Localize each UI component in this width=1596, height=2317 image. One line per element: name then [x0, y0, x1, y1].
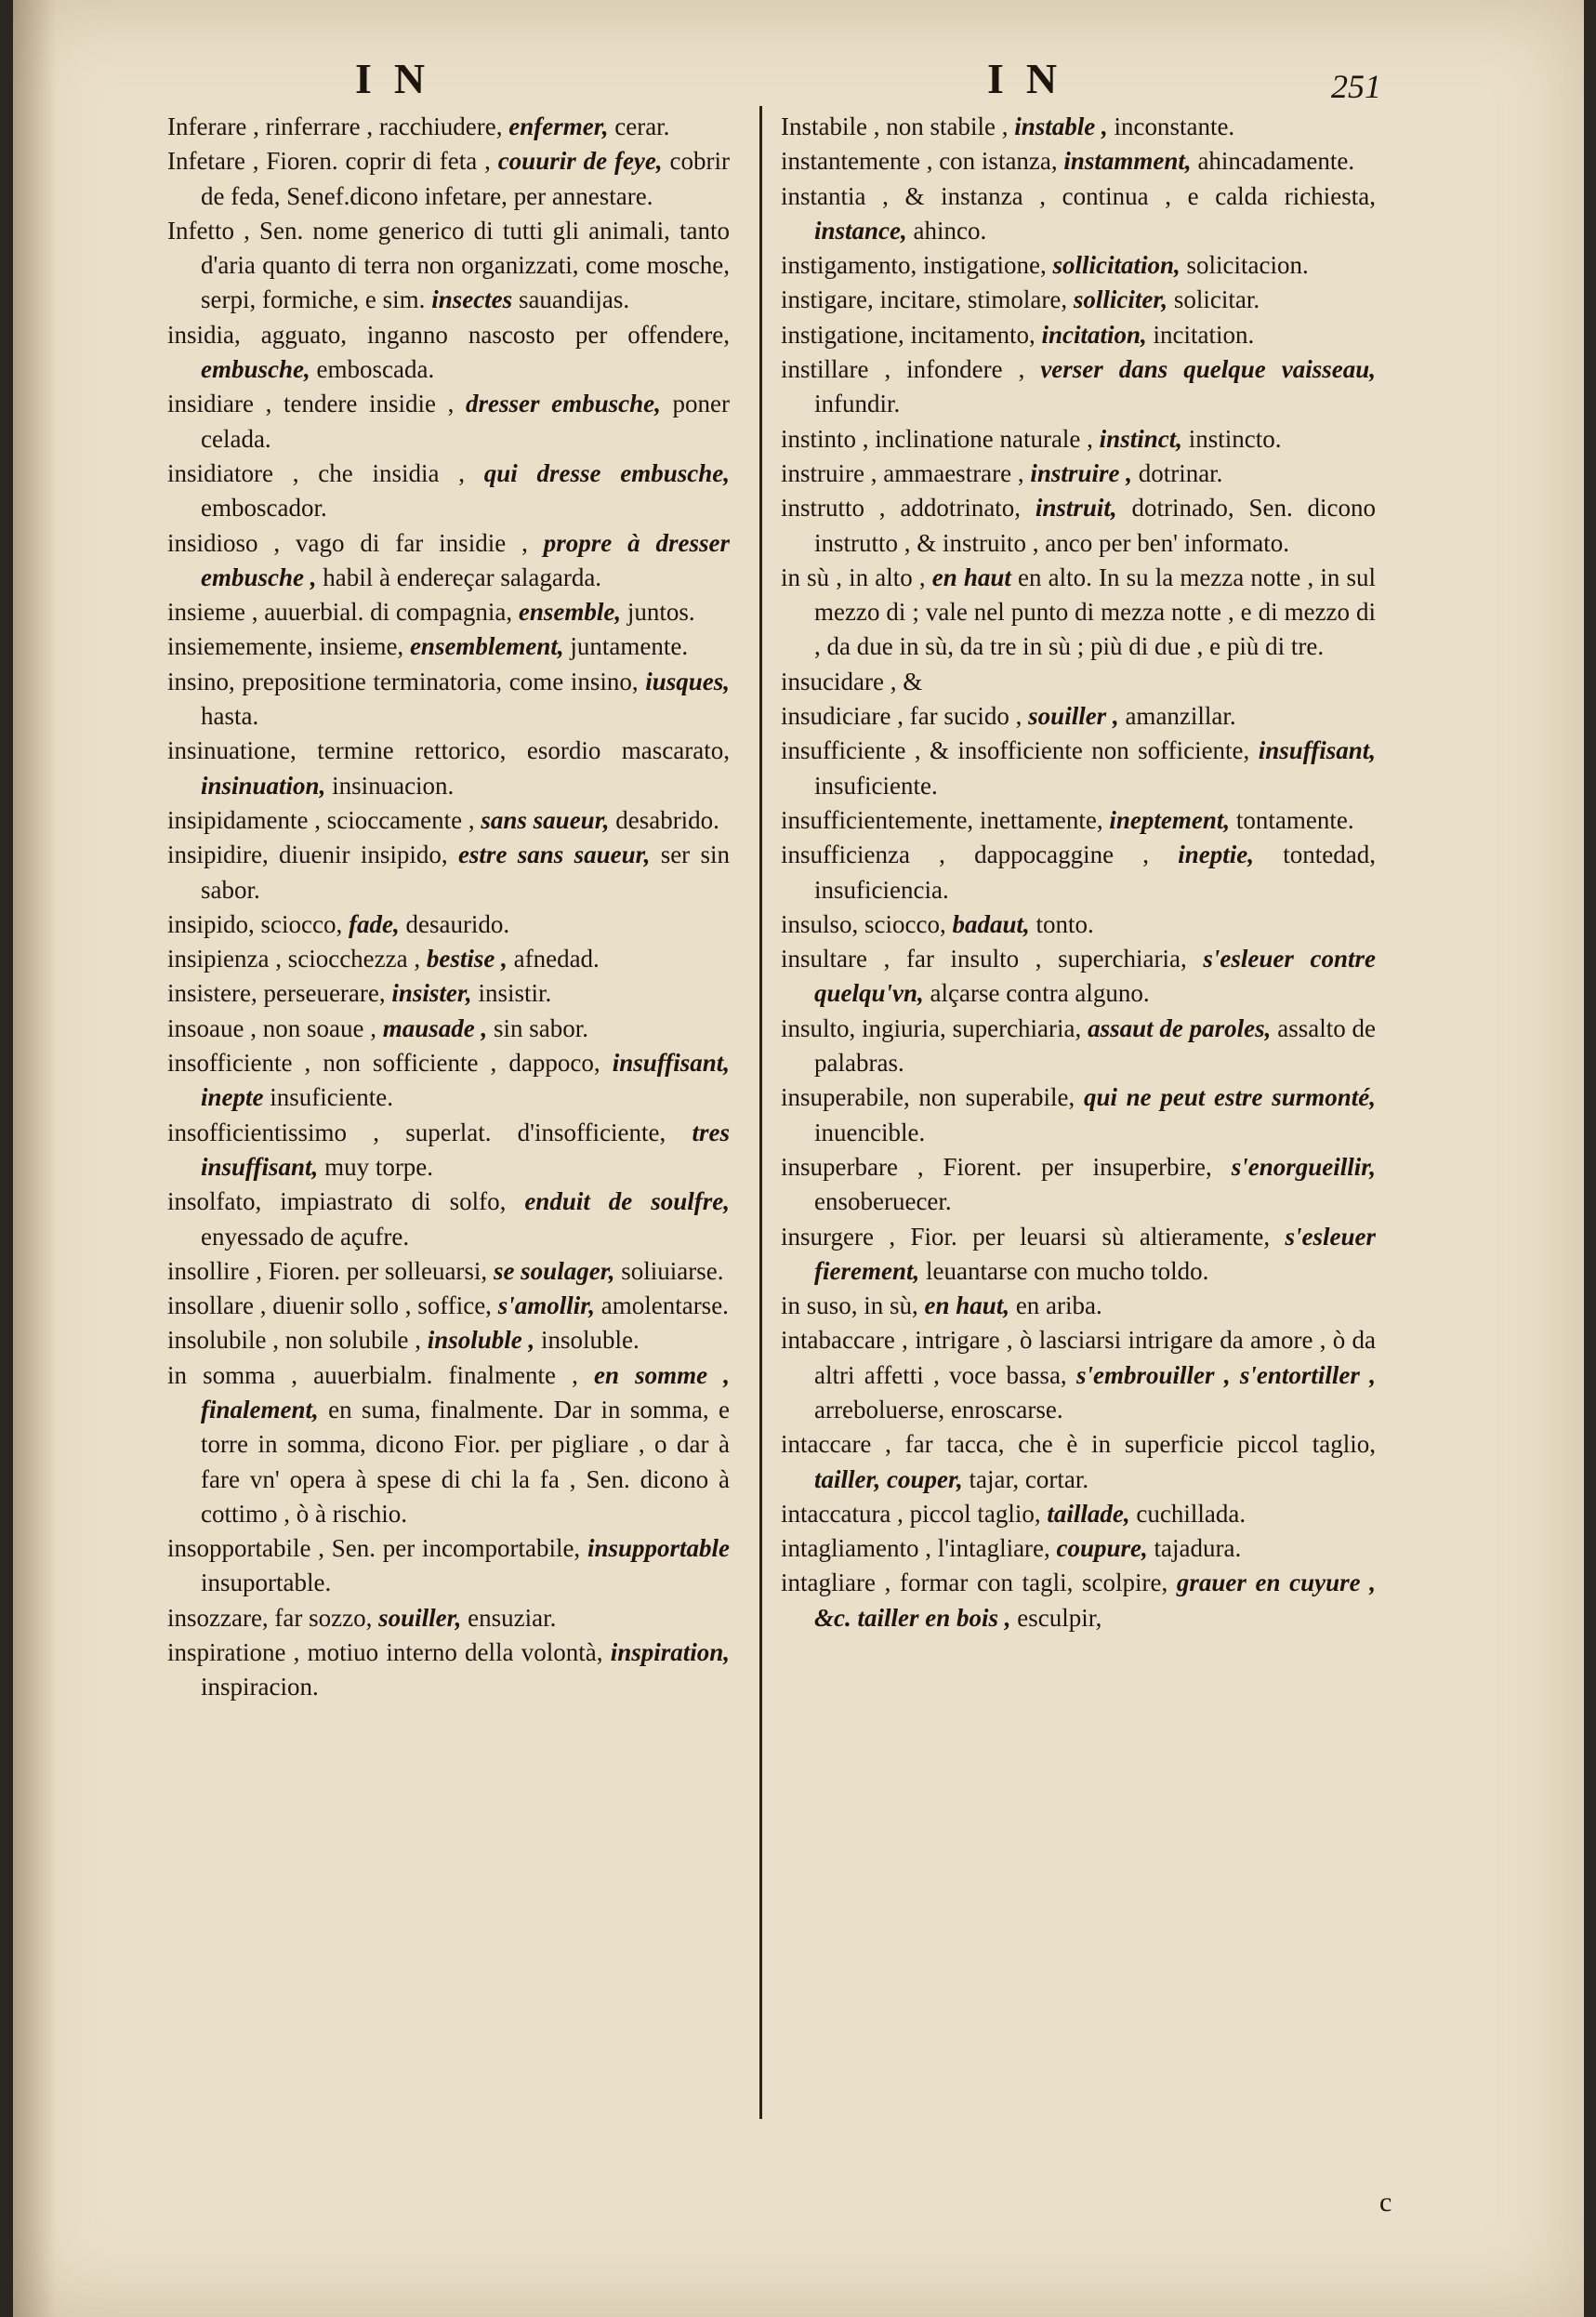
entry-italian: insipienza , sciocchezza ,	[167, 945, 427, 973]
dictionary-page	[13, 0, 1584, 2317]
entry-french: estre sans saueur,	[457, 841, 651, 869]
entry-spanish: ahinco.	[906, 216, 987, 245]
entry-french: insectes	[431, 285, 513, 314]
entry-spanish: inuencible.	[814, 1118, 926, 1146]
dictionary-entry	[781, 907, 1376, 942]
entry-italian: instruire , ammaestrare ,	[781, 458, 1031, 487]
entry-french: enfermer,	[508, 113, 609, 140]
entry-french: instinct,	[1099, 424, 1182, 453]
entry-french: propre à dresser embusche ,	[201, 528, 730, 591]
entry-spanish: cerar.	[608, 113, 670, 140]
entry-spanish: arreboluerse, enroscarse.	[814, 1395, 1063, 1423]
entry-french: enduit de soulfre,	[524, 1187, 730, 1216]
entry-italian: insultare , far insulto , superchiaria,	[781, 945, 1204, 973]
entry-french: taillade,	[1047, 1499, 1130, 1528]
entry-italian: insino, prepositione terminatoria, come insino,	[167, 667, 646, 695]
entry-italian: inspiratione , motiuo interno della volontà,	[167, 1638, 611, 1667]
entry-spanish: incitation.	[1146, 320, 1255, 349]
entry-french: s'amollir,	[497, 1291, 595, 1320]
entry-italian: insuperbare , Fiorent. per insuperbire,	[781, 1152, 1232, 1181]
entry-french: ineptie,	[1178, 841, 1255, 869]
entry-italian: insieme , auuerbial. di compagnia,	[167, 598, 519, 627]
entry-spanish: habil à endereçar salagarda.	[316, 563, 602, 591]
entry-spanish: amanzillar.	[1118, 702, 1236, 731]
entry-italian: insucidare , &	[781, 667, 923, 695]
entry-french: iusques,	[645, 667, 730, 695]
dictionary-entry	[781, 422, 1376, 457]
dictionary-entry	[167, 595, 730, 629]
entry-italian: insipidamente , scioccamente ,	[167, 805, 481, 834]
entry-italian: instigatione, incitamento,	[781, 320, 1042, 349]
entry-spanish: dotrinado, Sen. dicono instrutto , & instruito , anco per ben' informato.	[814, 494, 1376, 557]
dictionary-entry	[167, 1185, 730, 1254]
entry-italian: Inferare , rinferrare , racchiudere,	[167, 113, 509, 140]
entry-italian: insiememente, insieme,	[167, 632, 410, 661]
entry-italian: Infetto , Sen. nome generico di tutti gli animali, tanto d'aria quanto di terra non organizzati, come mosche, serpi, formiche, e sim.	[167, 216, 730, 314]
dictionary-entry	[781, 665, 1376, 699]
entry-italian: instantia , & instanza , continua , e calda richiesta,	[781, 181, 1376, 210]
entry-french: s'esleuer fierement,	[814, 1222, 1376, 1285]
dictionary-entry	[167, 387, 730, 457]
entry-spanish: sauandijas.	[512, 285, 630, 314]
entry-french: ensemble,	[518, 598, 622, 627]
entry-spanish: solicitar.	[1167, 285, 1260, 314]
dictionary-entry	[781, 1080, 1376, 1150]
dictionary-entry	[781, 491, 1376, 561]
dictionary-entry	[167, 144, 730, 214]
entry-spanish: tontamente.	[1230, 805, 1354, 834]
entry-italian: insufficienza , dappocaggine ,	[781, 841, 1179, 869]
entry-italian: insofficientissimo , superlat. d'insofficiente,	[167, 1118, 692, 1146]
dictionary-entry	[167, 976, 730, 1011]
left-column	[167, 110, 730, 1705]
entry-french: badaut,	[952, 909, 1030, 938]
entry-italian: Infetare , Fioren. coprir di feta ,	[167, 147, 498, 176]
dictionary-entry	[781, 318, 1376, 352]
entry-french: inspiration,	[610, 1638, 730, 1667]
entry-spanish: desabrido.	[609, 805, 719, 834]
dictionary-entry	[167, 457, 730, 526]
dictionary-entry	[781, 1497, 1376, 1531]
entry-italian: insozzare, far sozzo,	[167, 1603, 379, 1632]
entry-spanish: amolentarse.	[594, 1291, 729, 1320]
entry-french: insuffisant,	[1258, 736, 1376, 765]
entry-french: en haut	[931, 563, 1011, 591]
entry-spanish: insinuacion.	[325, 771, 455, 800]
entry-italian: insofficiente , non sofficiente , dappoco,	[167, 1049, 613, 1078]
entry-french: instable ,	[1014, 113, 1108, 140]
entry-italian: instantemente , con istanza,	[781, 147, 1064, 176]
entry-french: s'embrouiller , s'entortiller ,	[1076, 1360, 1376, 1389]
entry-french: s'enorgueillir,	[1231, 1152, 1376, 1181]
entry-spanish: alçarse contra alguno.	[923, 979, 1150, 1008]
dictionary-entry	[781, 1427, 1376, 1497]
entry-italian: insollire , Fioren. per solleuarsi,	[167, 1256, 494, 1285]
catchword: c	[1379, 2187, 1392, 2218]
entry-italian: intaccare , far tacca, che è in superficie piccol taglio,	[781, 1430, 1376, 1459]
entry-spanish: soliuiarse.	[614, 1256, 724, 1285]
dictionary-entry	[167, 734, 730, 803]
dictionary-entry	[167, 1289, 730, 1323]
entry-french: qui dresse embusche,	[483, 458, 730, 487]
entry-spanish: cuchillada.	[1129, 1499, 1246, 1528]
entry-italian: insolfato, impiastrato di solfo,	[167, 1187, 525, 1216]
entry-italian: insidiare , tendere insidie ,	[167, 390, 467, 418]
entry-french: tailler, couper,	[814, 1464, 963, 1493]
entry-french: insinuation,	[201, 771, 326, 800]
entry-spanish: juntamente.	[563, 632, 689, 661]
entry-spanish: tajadura.	[1147, 1534, 1242, 1563]
entry-french: bestise ,	[426, 945, 508, 973]
entry-french: insuffisant, inepte	[201, 1049, 730, 1112]
entry-italian: insurgere , Fior. per leuarsi sù altieramente,	[781, 1222, 1286, 1251]
entry-spanish: afnedad.	[507, 945, 600, 973]
running-head-left: IN	[355, 55, 448, 102]
entry-spanish: tontedad, insuficiencia.	[814, 841, 1376, 904]
entry-italian: insipido, sciocco,	[167, 909, 349, 938]
dictionary-entry	[781, 561, 1376, 665]
entry-french: ensemblement,	[409, 632, 564, 661]
dictionary-entry	[781, 1323, 1376, 1427]
entry-spanish: en ariba.	[1009, 1291, 1102, 1320]
entry-italian: insufficientemente, inettamente,	[781, 805, 1110, 834]
entry-french: coupure,	[1056, 1534, 1148, 1563]
entry-italian: instigare, incitare, stimolare,	[781, 285, 1074, 314]
entry-italian: insopportabile , Sen. per incomportabile,	[167, 1534, 587, 1563]
dictionary-entry	[781, 352, 1376, 422]
dictionary-entry	[167, 1254, 730, 1289]
entry-french: en somme , finalement,	[201, 1360, 730, 1423]
dictionary-entry	[781, 1531, 1376, 1566]
dictionary-entry	[781, 803, 1376, 838]
entry-italian: instigamento, instigatione,	[781, 251, 1053, 280]
entry-italian: instinto , inclinatione naturale ,	[781, 424, 1100, 453]
dictionary-entry	[781, 144, 1376, 179]
entry-italian: insinuatione, termine rettorico, esordio mascarato,	[167, 736, 730, 765]
entry-french: couurir de feye,	[497, 147, 663, 176]
entry-italian: intabaccare , intrigare , ò lasciarsi intrigare da amore , ò da altri affetti , voce bassa,	[781, 1326, 1376, 1389]
entry-spanish: muy torpe.	[318, 1152, 434, 1181]
entry-spanish: leuantarse con mucho toldo.	[919, 1256, 1209, 1285]
dictionary-entry	[781, 699, 1376, 734]
dictionary-entry	[167, 1116, 730, 1185]
dictionary-entry	[167, 318, 730, 388]
entry-french: insister,	[391, 979, 472, 1008]
entry-french: instamment,	[1063, 147, 1192, 176]
dictionary-entry	[781, 1150, 1376, 1220]
dictionary-entry	[167, 665, 730, 735]
entry-italian: insufficiente , & insofficiente non sofficiente,	[781, 736, 1259, 765]
entry-spanish: poner celada.	[201, 390, 730, 453]
dictionary-entry	[781, 734, 1376, 803]
entry-french: instruit,	[1035, 494, 1117, 523]
dictionary-entry	[781, 179, 1376, 249]
dictionary-entry	[167, 1358, 730, 1531]
dictionary-entry	[781, 1289, 1376, 1323]
entry-spanish: tajar, cortar.	[962, 1464, 1089, 1493]
entry-spanish: insuficiente.	[814, 771, 938, 800]
entry-spanish: ser sin sabor.	[201, 841, 730, 904]
entry-italian: insuperabile, non superabile,	[781, 1083, 1084, 1112]
dictionary-entry	[167, 942, 730, 976]
entry-spanish: desaurido.	[399, 909, 510, 938]
entry-french: solliciter,	[1073, 285, 1168, 314]
entry-italian: in somma , auuerbialm. finalmente ,	[167, 1360, 594, 1389]
entry-spanish: insistir.	[471, 979, 552, 1008]
entry-french: sans saueur,	[481, 805, 610, 834]
entry-spanish: assalto de palabras.	[814, 1013, 1376, 1078]
entry-italian: in suso, in sù,	[781, 1291, 925, 1320]
entry-french: se soulager,	[493, 1256, 615, 1285]
dictionary-entry	[781, 283, 1376, 317]
entry-french: instruire ,	[1030, 458, 1132, 487]
entry-spanish: cobrir de feda, Senef.dicono infetare, per annestare.	[201, 147, 730, 210]
dictionary-entry	[167, 1323, 730, 1357]
entry-italian: Instabile , non stabile ,	[781, 113, 1015, 140]
dictionary-entry	[167, 907, 730, 942]
entry-french: insoluble ,	[427, 1326, 535, 1355]
right-column	[781, 110, 1376, 1635]
entry-french: verser dans quelque vaisseau,	[1040, 355, 1376, 384]
dictionary-entry	[167, 1531, 730, 1601]
entry-french: incitation,	[1041, 320, 1147, 349]
page-number: 251	[1331, 68, 1381, 105]
dictionary-entry	[781, 1012, 1376, 1081]
entry-italian: instillare , infondere ,	[781, 355, 1041, 384]
entry-spanish: enyessado de açufre.	[201, 1222, 410, 1251]
entry-french: sollicitation,	[1052, 251, 1181, 280]
entry-spanish: inspiracion.	[201, 1673, 319, 1701]
dictionary-entry	[781, 1566, 1376, 1635]
entry-spanish: insuportable.	[201, 1569, 332, 1597]
dictionary-entry	[167, 629, 730, 664]
entry-italian: intaccatura , piccol taglio,	[781, 1499, 1048, 1528]
entry-italian: insollare , diuenir sollo , soffice,	[167, 1291, 498, 1320]
entry-italian: insulso, sciocco,	[781, 909, 953, 938]
entry-french: en haut,	[924, 1291, 1010, 1320]
entry-italian: intagliamento , l'intagliare,	[781, 1534, 1057, 1563]
entry-spanish: en alto. In su la mezza notte , in sul mezzo di ; vale nel punto di mezza notte , e di mezzo di , da due in sù, da tre in sù ; più di due , e più di tre.	[814, 563, 1376, 661]
entry-italian: insidia, agguato, inganno nascosto per offendere,	[167, 320, 730, 349]
entry-italian: insulto, ingiuria, superchiaria,	[781, 1013, 1088, 1042]
entry-italian: insidioso , vago di far insidie ,	[167, 528, 544, 557]
dictionary-entry	[167, 526, 730, 596]
entry-french: fade,	[348, 909, 400, 938]
entry-spanish: emboscador.	[201, 494, 327, 523]
entry-spanish: sin sabor.	[487, 1013, 588, 1042]
entry-italian: insolubile , non solubile ,	[167, 1326, 428, 1355]
dictionary-entry	[781, 110, 1376, 144]
dictionary-entry	[167, 214, 730, 318]
dictionary-entry	[167, 110, 730, 144]
entry-french: assaut de paroles,	[1088, 1013, 1272, 1042]
entry-spanish: esculpir,	[1010, 1603, 1102, 1632]
entry-french: instance,	[814, 216, 907, 245]
entry-french: souiller ,	[1028, 702, 1119, 731]
entry-italian: insipidire, diuenir insipido,	[167, 841, 458, 869]
entry-spanish: juntos.	[621, 598, 695, 627]
entry-spanish: inconstante.	[1107, 113, 1235, 140]
entry-italian: in sù , in alto ,	[781, 563, 932, 591]
dictionary-entry	[781, 457, 1376, 491]
dictionary-entry	[167, 1601, 730, 1635]
entry-spanish: tonto.	[1029, 909, 1094, 938]
entry-french: tres insuffisant,	[201, 1118, 730, 1181]
entry-italian: insidiatore , che insidia ,	[167, 458, 484, 487]
entry-french: souiller,	[378, 1603, 462, 1632]
entry-french: insupportable	[587, 1534, 730, 1563]
entry-spanish: ensuziar.	[461, 1603, 557, 1632]
entry-spanish: solicitacion.	[1180, 251, 1309, 280]
entry-french: s'esleuer contre quelqu'vn,	[814, 945, 1376, 1008]
entry-french: ineptement,	[1109, 805, 1231, 834]
entry-spanish: ensoberuecer.	[814, 1187, 952, 1216]
column-rule	[759, 106, 762, 2119]
entry-french: embusche,	[201, 355, 310, 384]
entry-spanish: emboscada.	[310, 355, 435, 384]
dictionary-entry	[781, 942, 1376, 1012]
entry-spanish: insuficiente.	[263, 1083, 393, 1112]
entry-french: mausade ,	[382, 1013, 488, 1042]
entry-french: qui ne peut estre surmonté,	[1083, 1083, 1376, 1112]
entry-spanish: insoluble.	[534, 1326, 640, 1355]
entry-italian: intagliare , formar con tagli, scolpire,	[781, 1569, 1177, 1597]
entry-french: dresser embusche,	[466, 390, 661, 418]
entry-spanish: hasta.	[201, 702, 259, 731]
entry-french: grauer en cuyure , &c. tailler en bois ,	[814, 1569, 1376, 1632]
dictionary-entry	[781, 1220, 1376, 1290]
dictionary-entry	[781, 248, 1376, 283]
entry-spanish: infundir.	[814, 390, 901, 418]
entry-spanish: instincto.	[1181, 424, 1282, 453]
entry-italian: insudiciare , far sucido ,	[781, 702, 1029, 731]
running-head-right: IN	[987, 55, 1080, 102]
dictionary-entry	[167, 1012, 730, 1046]
entry-italian: insoaue , non soaue ,	[167, 1013, 383, 1042]
entry-spanish: ahincadamente.	[1191, 147, 1355, 176]
entry-spanish: en suma, finalmente. Dar in somma, e torre in somma, dicono Fior. per pigliare , o dar à fare vn' opera à spese di chi la fa , Sen. dicono à cottimo , ò à rischio.	[201, 1395, 730, 1528]
dictionary-entry	[167, 838, 730, 907]
dictionary-entry	[167, 1046, 730, 1116]
running-header	[13, 54, 1584, 110]
entry-italian: instrutto , addotrinato,	[781, 494, 1035, 523]
dictionary-entry	[167, 1635, 730, 1705]
entry-italian: insistere, perseuerare,	[167, 979, 392, 1008]
dictionary-entry	[167, 803, 730, 838]
entry-spanish: dotrinar.	[1131, 458, 1223, 487]
dictionary-entry	[781, 838, 1376, 907]
